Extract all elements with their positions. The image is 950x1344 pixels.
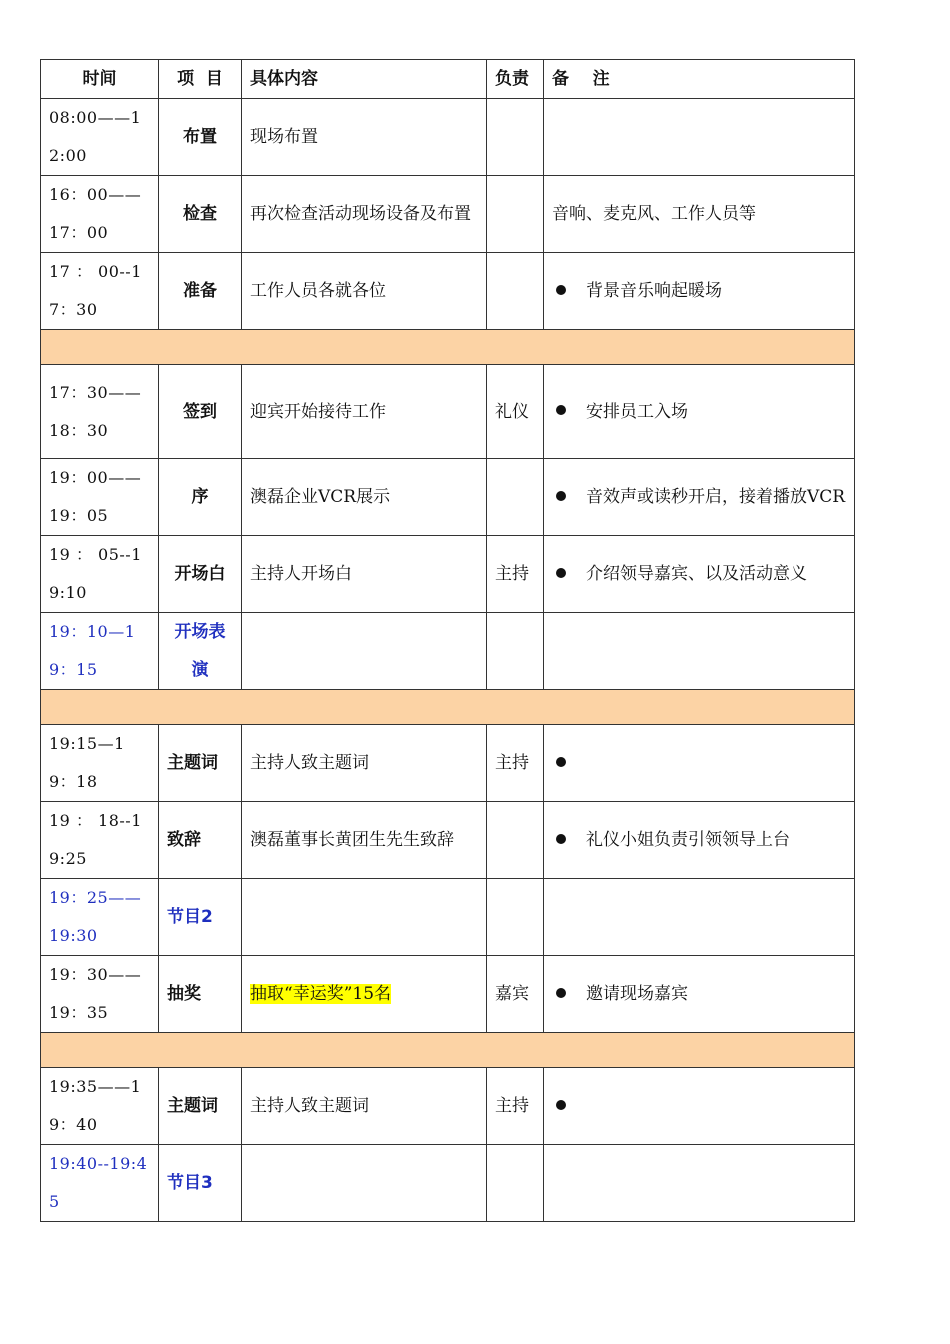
note-cell [544, 1145, 855, 1222]
owner-cell [487, 176, 544, 253]
item-cell: 抽奖 [159, 956, 242, 1033]
owner-cell [487, 802, 544, 879]
schedule-table [40, 59, 855, 1222]
content-cell: 主持人致主题词 [242, 1068, 487, 1145]
item-cell: 致辞 [159, 802, 242, 879]
owner-cell: 主持 [487, 1068, 544, 1145]
note-cell [544, 1068, 855, 1145]
table-row [41, 613, 855, 690]
owner-cell [487, 879, 544, 956]
table-row [41, 725, 855, 802]
owner-cell: 嘉宾 [487, 956, 544, 1033]
time-cell: 19:15—19：18 [41, 725, 159, 802]
time-cell: 19:35——19：40 [41, 1068, 159, 1145]
content-cell: 澳磊董事长黄团生先生致辞 [242, 802, 487, 879]
item-cell: 主题词 [159, 1068, 242, 1145]
note-cell [544, 956, 855, 1033]
content-cell [242, 879, 487, 956]
bullet-icon [556, 757, 566, 767]
time-cell: 19：25——19:30 [41, 879, 159, 956]
item-cell: 开场表演 [159, 613, 242, 690]
owner-cell: 主持 [487, 725, 544, 802]
note-text: 礼仪小姐负责引领领导上台 [586, 830, 790, 850]
header-note: 备 注 [544, 60, 855, 99]
time-cell: 19:40--19:45 [41, 1145, 159, 1222]
section-divider [41, 330, 855, 365]
time-cell: 16：00——17：00 [41, 176, 159, 253]
time-cell: 17：30——18：30 [41, 365, 159, 459]
owner-cell: 主持 [487, 536, 544, 613]
table-row [41, 365, 855, 459]
content-cell [242, 1145, 487, 1222]
owner-cell [487, 613, 544, 690]
owner-cell [487, 253, 544, 330]
time-cell: 08:00——12:00 [41, 99, 159, 176]
note-cell [544, 253, 855, 330]
bullet-icon [556, 834, 566, 844]
note-text: 安排员工入场 [586, 401, 688, 422]
bullet-icon [556, 285, 566, 295]
header-content: 具体内容 [242, 60, 487, 99]
table-row [41, 1068, 855, 1145]
time-cell: 19：30——19：35 [41, 956, 159, 1033]
owner-cell [487, 459, 544, 536]
item-cell: 检查 [159, 176, 242, 253]
bullet-icon [556, 1100, 566, 1110]
time-cell: 19 ： 05--19:10 [41, 536, 159, 613]
table-row [41, 879, 855, 956]
note-cell [544, 802, 855, 879]
note-cell [544, 459, 855, 536]
item-cell: 序 [159, 459, 242, 536]
time-cell: 19：10—19：15 [41, 613, 159, 690]
note-cell [544, 99, 855, 176]
time-cell: 19：00——19：05 [41, 459, 159, 536]
content-cell: 再次检查活动现场设备及布置 [242, 176, 487, 253]
item-cell: 准备 [159, 253, 242, 330]
note-text: 音效声或读秒开启，接着播放VCR [586, 487, 846, 507]
item-cell: 节目2 [159, 879, 242, 956]
bullet-icon [556, 988, 566, 998]
table-row [41, 176, 855, 253]
content-cell: 主持人致主题词 [242, 725, 487, 802]
table-row [41, 536, 855, 613]
note-text: 介绍领导嘉宾、以及活动意义 [586, 564, 807, 584]
bullet-icon [556, 405, 566, 415]
owner-cell [487, 1145, 544, 1222]
header-row [41, 60, 855, 99]
content-cell: 迎宾开始接待工作 [242, 365, 487, 459]
table-row [41, 99, 855, 176]
time-cell: 17 ： 00--17：30 [41, 253, 159, 330]
content-cell [242, 613, 487, 690]
bullet-icon [556, 568, 566, 578]
note-cell [544, 879, 855, 956]
item-cell: 签到 [159, 365, 242, 459]
table-row [41, 253, 855, 330]
table-row [41, 802, 855, 879]
note-cell [544, 536, 855, 613]
content-cell: 现场布置 [242, 99, 487, 176]
table-row [41, 956, 855, 1033]
item-cell: 开场白 [159, 536, 242, 613]
item-cell: 节目3 [159, 1145, 242, 1222]
content-cell: 工作人员各就各位 [242, 253, 487, 330]
content-cell: 主持人开场白 [242, 536, 487, 613]
owner-cell: 礼仪 [487, 365, 544, 459]
bullet-icon [556, 491, 566, 501]
highlighted-text: 抽取“幸运奖”15名 [250, 984, 392, 1004]
section-divider [41, 690, 855, 725]
section-divider [41, 1033, 855, 1068]
table-row [41, 459, 855, 536]
item-cell: 主题词 [159, 725, 242, 802]
note-cell [544, 613, 855, 690]
note-cell [544, 365, 855, 459]
time-cell: 19 ： 18--19:25 [41, 802, 159, 879]
note-cell: 音响、麦克风、工作人员等 [544, 176, 855, 253]
item-cell: 布置 [159, 99, 242, 176]
note-text: 背景音乐响起暖场 [586, 281, 722, 301]
header-item: 项 目 [159, 60, 242, 99]
note-cell [544, 725, 855, 802]
header-time: 时间 [41, 60, 159, 99]
header-owner: 负责 [487, 60, 544, 99]
owner-cell [487, 99, 544, 176]
content-cell [242, 956, 487, 1033]
content-cell: 澳磊企业VCR展示 [242, 459, 487, 536]
note-text: 邀请现场嘉宾 [586, 984, 688, 1004]
table-row [41, 1145, 855, 1222]
